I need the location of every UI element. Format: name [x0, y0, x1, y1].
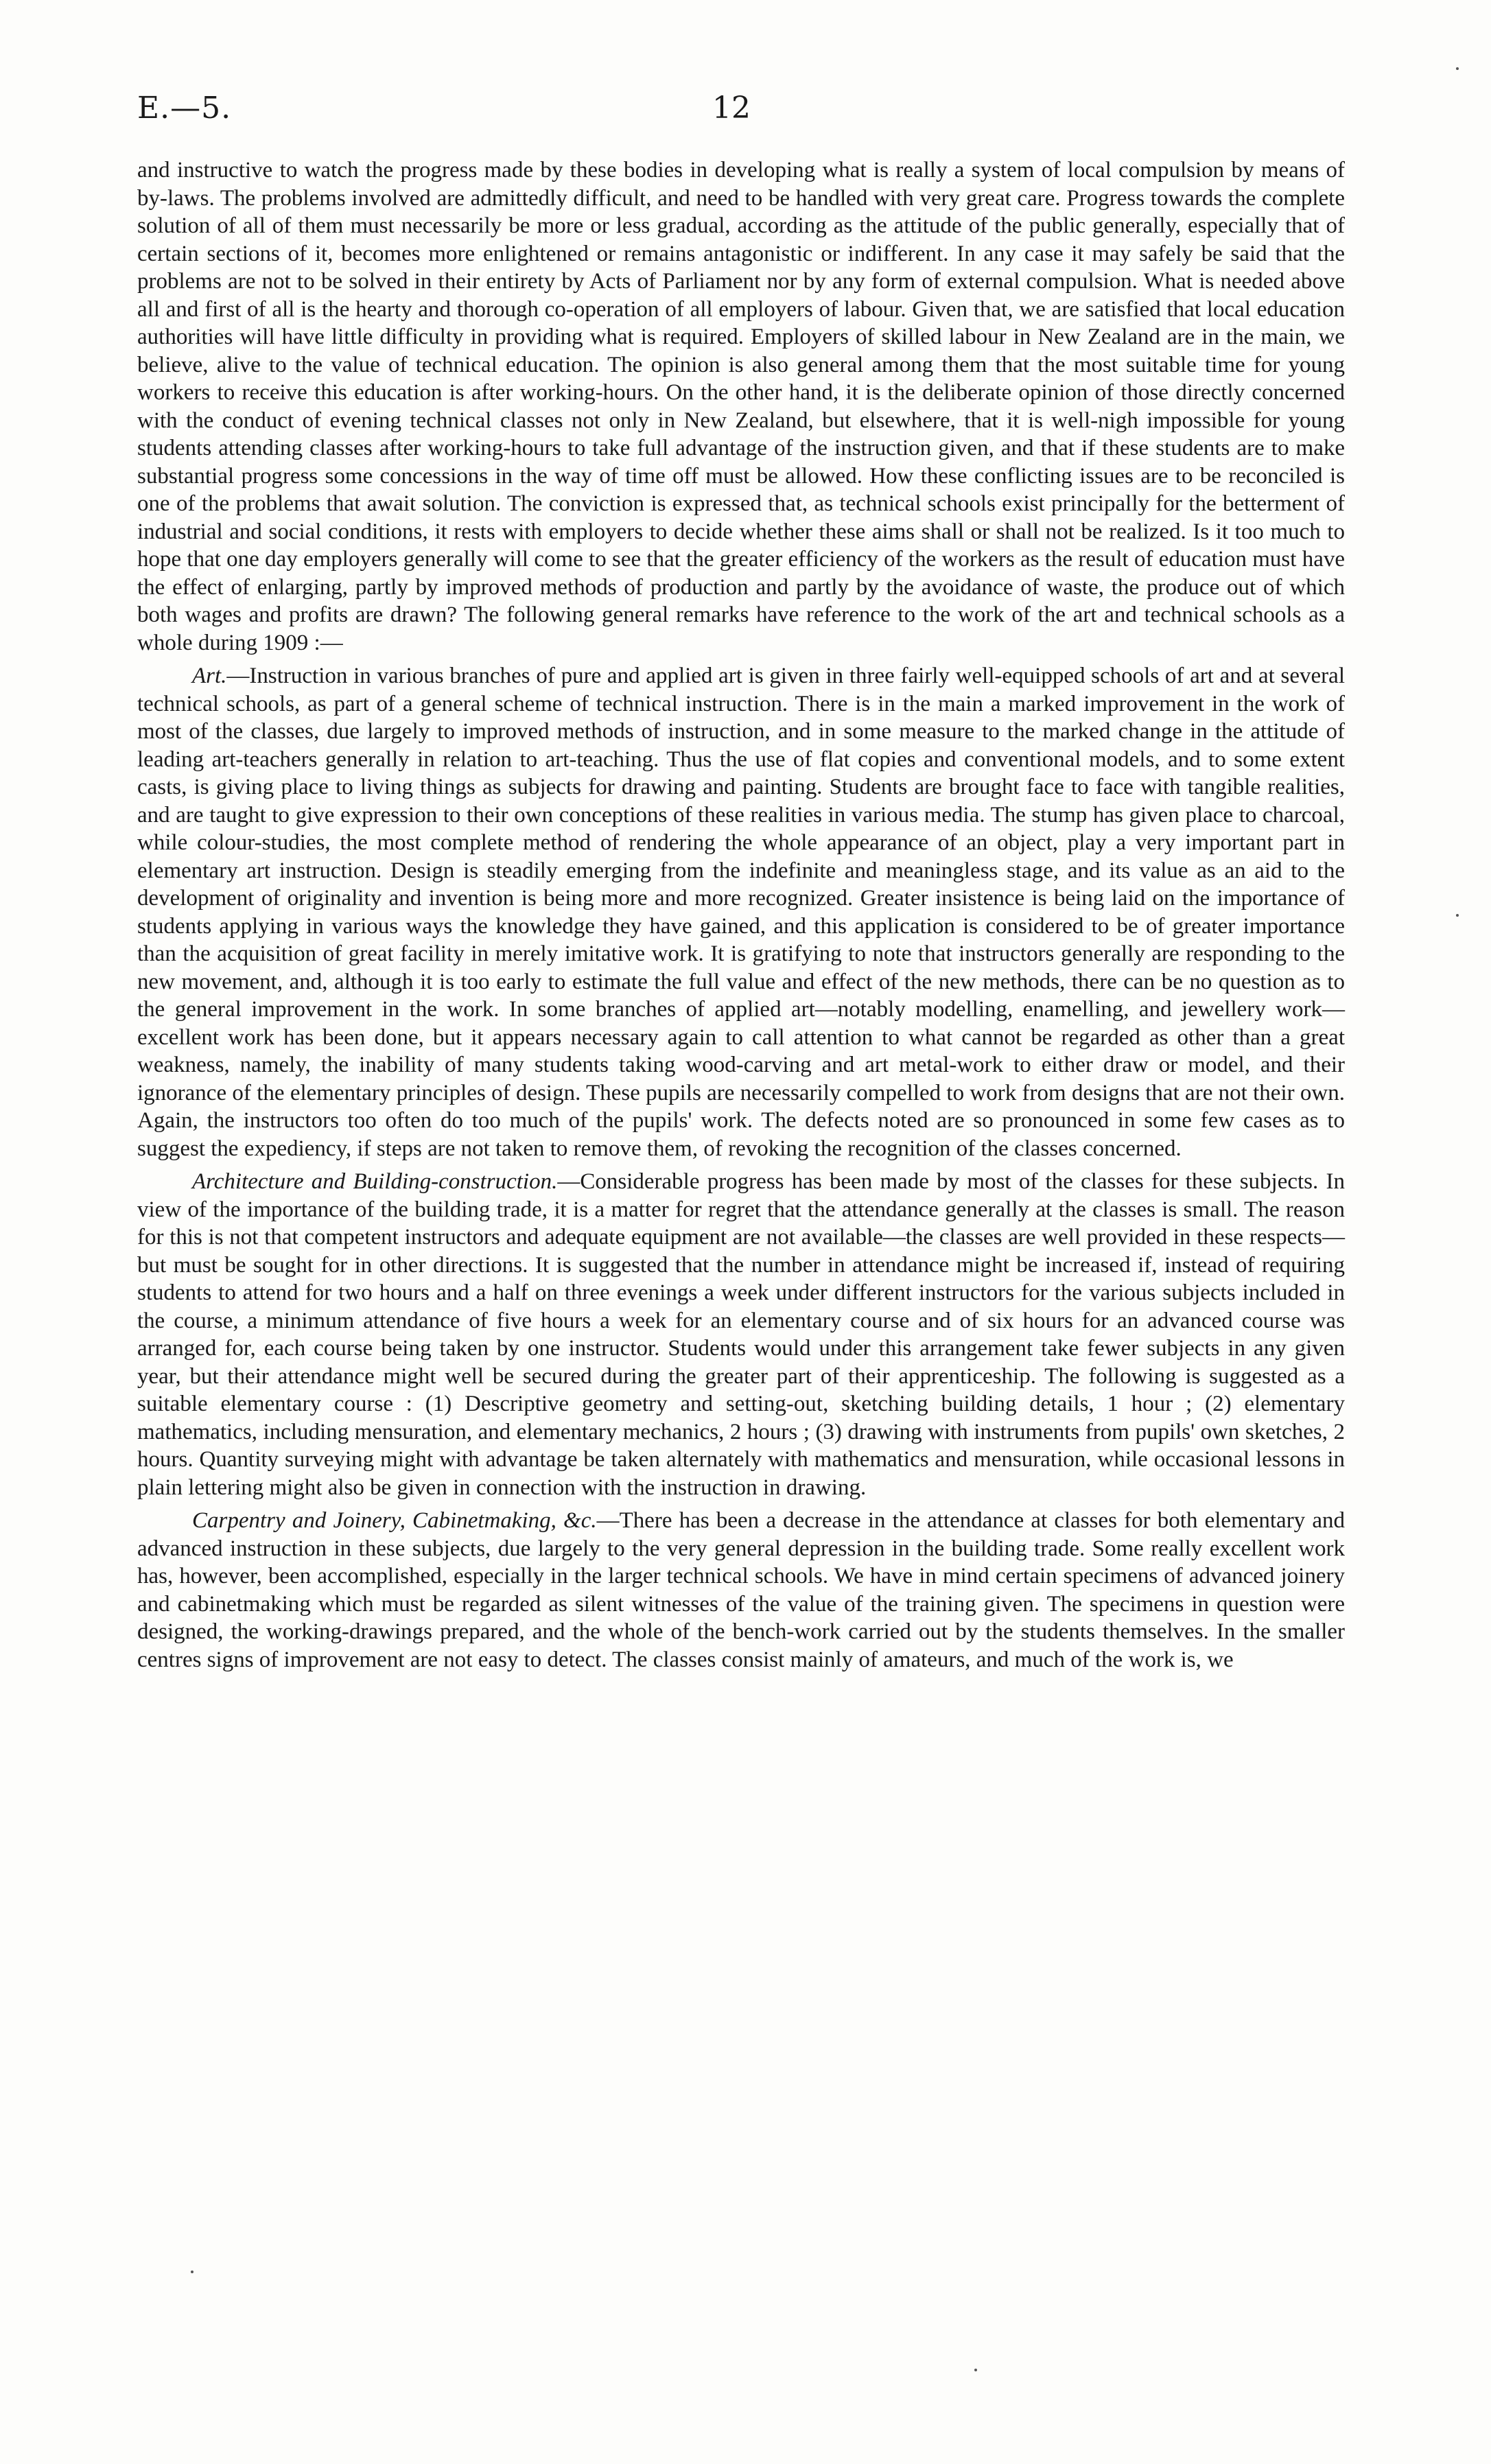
paragraph-text: —There has been a decrease in the attendance at classes for both elementary and advanced instruction in these subjects, due largely to the very general depression in the building trade. Some really excellent work has, however, been accomplished, especially in the larger technical schools. We have in mind certain specimens of advanced joinery and cabinetmaking which must be regarded as silent witnesses of the value of the training given. The specimens in question were designed, the working-drawings prepared, and the whole of the bench-work carried out by the students themselves. In the smaller centres signs of improvement are not easy to detect. The classes consist mainly of amateurs, and much of the work is, we	[137, 1508, 1345, 1672]
page-header	[137, 91, 1345, 132]
document-reference: E.—5.	[137, 91, 232, 126]
section-heading-art: Art.	[192, 664, 227, 688]
paragraph-carpentry	[137, 1507, 1345, 1674]
paragraph-text: —Instruction in various branches of pure and applied art is given in three fairly well-equipped schools of art and at several technical schools, as part of a general scheme of technical instruction. There is in the main a marked improvement in the work of most of the classes, due largely to improved methods of instruction, and in some measure to the marked change in the attitude of leading art-teachers generally in relation to art-teaching. Thus the use of flat copies and conventional models, and to some extent casts, is giving place to living things as subjects for drawing and painting. Students are brought face to face with tangible realities, and are taught to give expression to their own conceptions of these realities in various media. The stump has given place to charcoal, while colour-studies, the most complete method of rendering the whole appearance of an object, play a very important part in elementary art instruction. Design is steadily emerging from the indefinite and meaningless stage, and its value as an aid to the development of originality and invention is being more and more recognized. Greater insistence is being laid on the importance of students applying in various ways the knowledge they have gained, and this application is considered to be of greater importance than the acquisition of great facility in merely imitative work. It is gratifying to note that instructors generally are responding to the new movement, and, although it is too early to estimate the full value and effect of the new methods, there can be no question as to the general improvement in the work. In some branches of applied art—notably modelling, enamelling, and jewellery work—excellent work has been done, but it appears necessary again to call attention to what cannot be regarded as other than a great weakness, namely, the inability of many students taking wood-carving and art metal-work to either draw or model, and their ignorance of the elementary principles of design. These pupils are necessarily compelled to work from designs that are not their own. Again, the instructors too often do too much of the pupils' work. The defects noted are so pronounced in some few cases as to suggest the expediency, if steps are not taken to remove them, of revoking the recognition of the classes concerned.	[137, 664, 1345, 1161]
scan-speck	[974, 2369, 977, 2371]
scan-speck	[1456, 914, 1459, 917]
paragraph-continuation	[137, 156, 1345, 657]
scan-speck	[191, 2271, 193, 2273]
paragraph-text: —Considerable progress has been made by most of the classes for these subjects. In view of the importance of the building trade, it is a matter for regret that the attendance generally at the classes is small. The reason for this is not that competent instructors and adequate equipment are not available—the classes are well provided in these respects—but must be sought for in other directions. It is suggested that the number in attendance might be increased if, instead of requiring students to attend for two hours and a half on three evenings a week under different instructors for the various subjects included in the course, a minimum attendance of five hours a week for an elementary course and of six hours for an advanced course was arranged for, each course being taken by one instructor. Students would under this arrangement take fewer subjects in any given year, but their attendance might well be secured during the greater part of their apprenticeship. The following is suggested as a suitable elementary course : (1) Descriptive geometry and setting-out, sketching building details, 1 hour ; (2) elementary mathematics, including mensuration, and elementary mechanics, 2 hours ; (3) drawing with instruments from pupils' own sketches, 2 hours. Quantity surveying might with advantage be taken alternately with mathematics and mensuration, while occasional lessons in plain lettering might also be given in connection with the instruction in drawing.	[137, 1169, 1345, 1500]
paragraph-art	[137, 662, 1345, 1162]
section-heading-architecture: Architecture and Building-construction.	[192, 1169, 558, 1194]
paragraph-architecture	[137, 1168, 1345, 1501]
scan-speck	[1456, 67, 1459, 70]
body-text	[137, 156, 1345, 1679]
paragraph-text: and instructive to watch the progress made by these bodies in developing what is really a system of local compulsion by means of by-laws. The problems involved are admittedly difficult, and need to be handled with very great care. Progress towards the complete solution of all of them must necessarily be more or less gradual, according as the attitude of the public generally, especially that of certain sections of it, becomes more enlightened or remains antagonistic or indifferent. In any case it may safely be said that the problems are not to be solved in their entirety by Acts of Parliament nor by any form of external compulsion. What is needed above all and first of all is the hearty and thorough co-operation of all employers of labour. Given that, we are satisfied that local education authorities will have little difficulty in providing what is required. Employers of skilled labour in New Zealand are in the main, we believe, alive to the value of technical education. The opinion is also general among them that the most suitable time for young workers to receive this education is after working-hours. On the other hand, it is the deliberate opinion of those directly concerned with the conduct of evening technical classes not only in New Zealand, but elsewhere, that it is well-nigh impossible for young students attending classes after working-hours to take full advantage of the instruction given, and that if these students are to make substantial progress some concessions in the way of time off must be allowed. How these conflicting issues are to be reconciled is one of the problems that await solution. The conviction is expressed that, as technical schools exist principally for the betterment of industrial and social conditions, it rests with employers to decide whether these aims shall or shall not be realized. Is it too much to hope that one day employers generally will come to see that the greater efficiency of the workers as the result of education must have the effect of enlarging, partly by improved methods of production and partly by the avoidance of waste, the produce out of which both wages and profits are drawn? The following general remarks have reference to the work of the art and technical schools as a whole during 1909 :—	[137, 158, 1345, 655]
page-number: 12	[712, 91, 751, 126]
section-heading-carpentry: Carpentry and Joinery, Cabinetmaking, &c.	[192, 1508, 597, 1533]
